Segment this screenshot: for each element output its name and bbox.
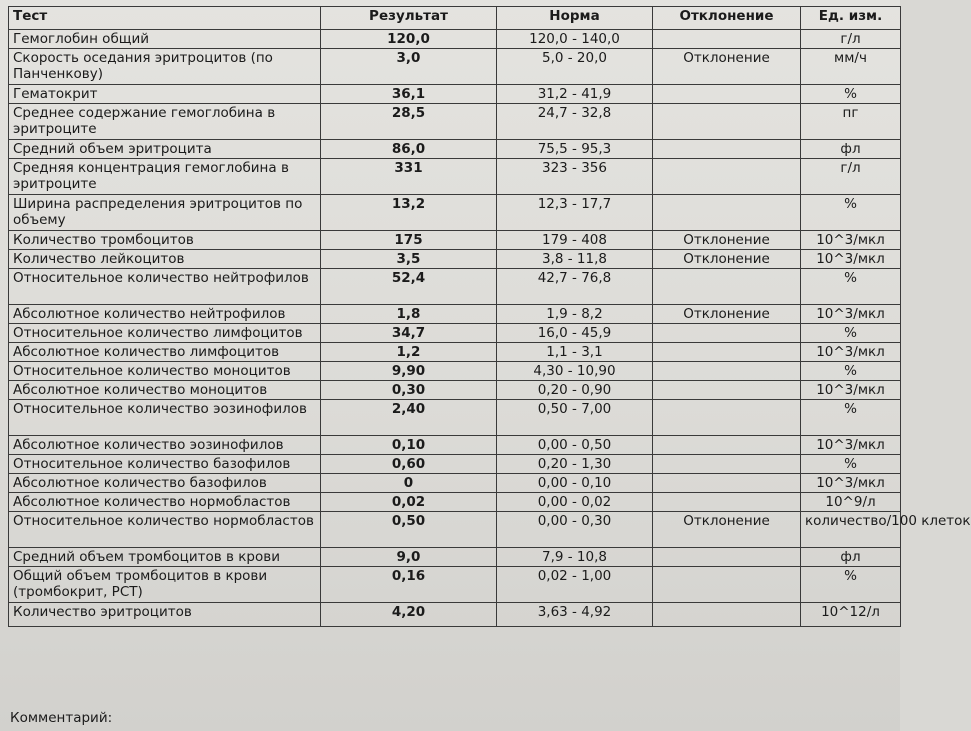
table-cell-norm: 42,7 - 76,8 xyxy=(497,269,653,305)
table-row xyxy=(9,250,901,269)
table-cell-test: Абсолютное количество моноцитов xyxy=(9,381,321,400)
table-row xyxy=(9,548,901,567)
table-cell-norm: 1,1 - 3,1 xyxy=(497,343,653,362)
table-row xyxy=(9,362,901,381)
table-cell-result: 3,0 xyxy=(321,49,497,85)
table-cell-deviation xyxy=(653,567,801,603)
table-cell-norm: 3,8 - 11,8 xyxy=(497,250,653,269)
table-cell-test: Общий объем тромбоцитов в крови (тромбокрит, PCT) xyxy=(9,567,321,603)
table-cell-unit: % xyxy=(801,269,901,305)
table-cell-deviation xyxy=(653,104,801,140)
table-cell-norm: 0,00 - 0,50 xyxy=(497,436,653,455)
table-cell-test: Количество эритроцитов xyxy=(9,603,321,627)
table-cell-result: 0,16 xyxy=(321,567,497,603)
table-cell-test: Среднее содержание гемоглобина в эритроците xyxy=(9,104,321,140)
table-cell-test: Гемоглобин общий xyxy=(9,30,321,49)
table-cell-deviation xyxy=(653,436,801,455)
table-cell-norm: 1,9 - 8,2 xyxy=(497,305,653,324)
table-cell-test: Количество лейкоцитов xyxy=(9,250,321,269)
table-cell-result: 2,40 xyxy=(321,400,497,436)
table-row xyxy=(9,512,901,548)
table-row xyxy=(9,324,901,343)
table-cell-unit: 10^3/мкл xyxy=(801,436,901,455)
table-cell-norm: 7,9 - 10,8 xyxy=(497,548,653,567)
table-cell-deviation: Отклонение xyxy=(653,231,801,250)
table-cell-result: 0,10 xyxy=(321,436,497,455)
table-cell-norm: 0,50 - 7,00 xyxy=(497,400,653,436)
table-cell-result: 28,5 xyxy=(321,104,497,140)
table-cell-unit: 10^3/мкл xyxy=(801,305,901,324)
table-cell-result: 9,0 xyxy=(321,548,497,567)
table-cell-result: 0,60 xyxy=(321,455,497,474)
table-row xyxy=(9,567,901,603)
table-row xyxy=(9,104,901,140)
table-cell-norm: 0,20 - 1,30 xyxy=(497,455,653,474)
table-cell-result: 13,2 xyxy=(321,195,497,231)
table-cell-result: 4,20 xyxy=(321,603,497,627)
table-cell-unit: % xyxy=(801,195,901,231)
table-row xyxy=(9,603,901,627)
table-cell-unit: 10^3/мкл xyxy=(801,231,901,250)
table-row xyxy=(9,381,901,400)
table-cell-deviation xyxy=(653,343,801,362)
table-row xyxy=(9,269,901,305)
table-cell-deviation xyxy=(653,381,801,400)
table-cell-unit: пг xyxy=(801,104,901,140)
table-cell-deviation: Отклонение xyxy=(653,250,801,269)
table-row xyxy=(9,231,901,250)
table-cell-norm: 24,7 - 32,8 xyxy=(497,104,653,140)
table-cell-unit: % xyxy=(801,400,901,436)
table-cell-result: 1,2 xyxy=(321,343,497,362)
table-cell-result: 3,5 xyxy=(321,250,497,269)
table-cell-test: Абсолютное количество нормобластов xyxy=(9,493,321,512)
table-cell-result: 0,30 xyxy=(321,381,497,400)
table-cell-deviation xyxy=(653,140,801,159)
table-cell-result: 1,8 xyxy=(321,305,497,324)
table-cell-norm: 323 - 356 xyxy=(497,159,653,195)
table-row xyxy=(9,49,901,85)
table-cell-test: Относительное количество нейтрофилов xyxy=(9,269,321,305)
table-cell-deviation xyxy=(653,362,801,381)
table-cell-deviation xyxy=(653,195,801,231)
table-row xyxy=(9,493,901,512)
table-cell-norm: 12,3 - 17,7 xyxy=(497,195,653,231)
table-cell-norm: 179 - 408 xyxy=(497,231,653,250)
table-row xyxy=(9,159,901,195)
table-cell-test: Скорость оседания эритроцитов (по Панченкову) xyxy=(9,49,321,85)
column-header-test: Тест xyxy=(9,7,321,30)
table-cell-test: Относительное количество моноцитов xyxy=(9,362,321,381)
table-cell-result: 120,0 xyxy=(321,30,497,49)
table-cell-unit: г/л xyxy=(801,159,901,195)
table-cell-test: Относительное количество эозинофилов xyxy=(9,400,321,436)
table-cell-test: Абсолютное количество базофилов xyxy=(9,474,321,493)
table-cell-test: Абсолютное количество лимфоцитов xyxy=(9,343,321,362)
table-cell-norm: 0,20 - 0,90 xyxy=(497,381,653,400)
table-cell-unit: 10^3/мкл xyxy=(801,343,901,362)
column-header-deviation: Отклонение xyxy=(653,7,801,30)
table-row xyxy=(9,85,901,104)
table-cell-test: Количество тромбоцитов xyxy=(9,231,321,250)
table-row xyxy=(9,140,901,159)
table-cell-test: Относительное количество нормобластов xyxy=(9,512,321,548)
table-cell-deviation xyxy=(653,159,801,195)
table-cell-test: Средняя концентрация гемоглобина в эритроците xyxy=(9,159,321,195)
table-cell-test: Относительное количество лимфоцитов xyxy=(9,324,321,343)
table-cell-deviation xyxy=(653,474,801,493)
table-cell-deviation xyxy=(653,30,801,49)
comment-label: Комментарий: xyxy=(10,710,113,726)
table-cell-test: Гематокрит xyxy=(9,85,321,104)
table-cell-result: 52,4 xyxy=(321,269,497,305)
table-cell-deviation: Отклонение xyxy=(653,49,801,85)
column-header-result: Результат xyxy=(321,7,497,30)
table-cell-unit: 10^3/мкл xyxy=(801,381,901,400)
table-cell-result: 34,7 xyxy=(321,324,497,343)
table-cell-norm: 0,00 - 0,30 xyxy=(497,512,653,548)
table-cell-unit: мм/ч xyxy=(801,49,901,85)
table-cell-deviation xyxy=(653,603,801,627)
table-cell-norm: 0,00 - 0,10 xyxy=(497,474,653,493)
table-cell-unit: % xyxy=(801,85,901,104)
table-cell-result: 0,02 xyxy=(321,493,497,512)
table-cell-deviation xyxy=(653,269,801,305)
table-cell-norm: 4,30 - 10,90 xyxy=(497,362,653,381)
table-cell-deviation: Отклонение xyxy=(653,305,801,324)
table-cell-deviation xyxy=(653,324,801,343)
table-cell-result: 9,90 xyxy=(321,362,497,381)
table-cell-norm: 120,0 - 140,0 xyxy=(497,30,653,49)
table-cell-test: Относительное количество базофилов xyxy=(9,455,321,474)
table-cell-result: 0 xyxy=(321,474,497,493)
table-row xyxy=(9,474,901,493)
table-cell-unit: % xyxy=(801,362,901,381)
table-cell-result: 175 xyxy=(321,231,497,250)
table-cell-result: 36,1 xyxy=(321,85,497,104)
table-cell-test: Ширина распределения эритроцитов по объему xyxy=(9,195,321,231)
table-row xyxy=(9,400,901,436)
table-cell-result: 86,0 xyxy=(321,140,497,159)
table-cell-norm: 16,0 - 45,9 xyxy=(497,324,653,343)
table-cell-unit: 10^12/л xyxy=(801,603,901,627)
table-cell-test: Абсолютное количество эозинофилов xyxy=(9,436,321,455)
table-cell-deviation xyxy=(653,85,801,104)
table-cell-unit: количество/100 клеток xyxy=(801,512,901,548)
results-table xyxy=(8,6,971,627)
column-header-unit: Ед. изм. xyxy=(801,7,901,30)
table-cell-unit: % xyxy=(801,324,901,343)
table-cell-deviation xyxy=(653,548,801,567)
table-cell-result: 0,50 xyxy=(321,512,497,548)
table-cell-unit: фл xyxy=(801,140,901,159)
table-cell-deviation: Отклонение xyxy=(653,512,801,548)
table-cell-deviation xyxy=(653,493,801,512)
table-cell-unit: фл xyxy=(801,548,901,567)
header-row xyxy=(9,7,901,30)
table-cell-unit: 10^3/мкл xyxy=(801,250,901,269)
table-cell-test: Абсолютное количество нейтрофилов xyxy=(9,305,321,324)
table-cell-test: Средний объем тромбоцитов в крови xyxy=(9,548,321,567)
table-cell-test: Средний объем эритроцита xyxy=(9,140,321,159)
table-cell-deviation xyxy=(653,400,801,436)
table-cell-norm: 75,5 - 95,3 xyxy=(497,140,653,159)
table-cell-unit: % xyxy=(801,455,901,474)
table-cell-result: 331 xyxy=(321,159,497,195)
table-cell-norm: 31,2 - 41,9 xyxy=(497,85,653,104)
table-row xyxy=(9,305,901,324)
table-cell-unit: 10^3/мкл xyxy=(801,474,901,493)
table-row xyxy=(9,30,901,49)
table-cell-norm: 5,0 - 20,0 xyxy=(497,49,653,85)
table-cell-norm: 3,63 - 4,92 xyxy=(497,603,653,627)
table-cell-unit: 10^9/л xyxy=(801,493,901,512)
results-body xyxy=(9,30,971,627)
table-row xyxy=(9,195,901,231)
table-cell-unit: г/л xyxy=(801,30,901,49)
table-row xyxy=(9,343,901,362)
table-row xyxy=(9,455,901,474)
column-header-norm: Норма xyxy=(497,7,653,30)
table-cell-norm: 0,00 - 0,02 xyxy=(497,493,653,512)
table-cell-deviation xyxy=(653,455,801,474)
table-row xyxy=(9,436,901,455)
table-cell-unit: % xyxy=(801,567,901,603)
table-cell-norm: 0,02 - 1,00 xyxy=(497,567,653,603)
